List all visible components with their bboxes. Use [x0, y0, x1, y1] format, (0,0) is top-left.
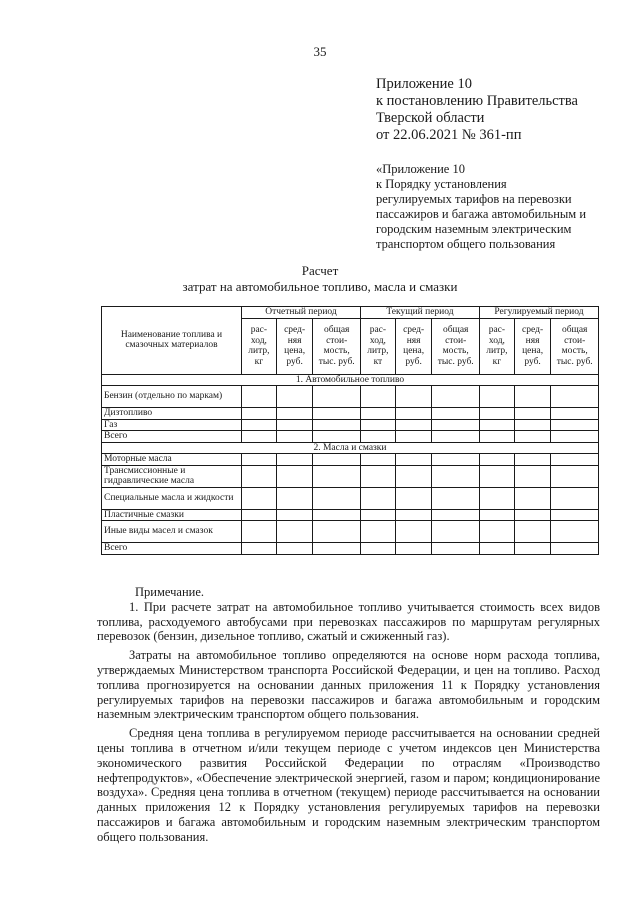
table-row	[102, 465, 599, 487]
appendix-inner-line: «Приложение 10	[376, 162, 465, 176]
row-label: Газ	[102, 419, 242, 431]
table-row	[102, 543, 599, 555]
sub-header: рас-ход, литр, кг	[242, 318, 277, 374]
table-row	[102, 454, 599, 466]
appendix-line: от 22.06.2021 № 361-пп	[376, 127, 522, 143]
appendix-inner-line: пассажиров и багажа автомобильным и	[376, 207, 587, 221]
document-title	[0, 263, 640, 295]
appendix-inner-line: транспортом общего пользования	[376, 237, 556, 251]
sub-header: сред-няя цена, руб.	[276, 318, 313, 374]
sub-header: сред-няя цена, руб.	[514, 318, 551, 374]
row-label: Дизтопливо	[102, 408, 242, 420]
row-label: Всего	[102, 543, 242, 555]
table-row	[102, 509, 599, 521]
appendix-inner-line: к Порядку установления	[376, 177, 507, 191]
sub-header: рас-ход, литр, кт	[360, 318, 395, 374]
sub-header: общая стои-мость, тыс. руб.	[313, 318, 361, 374]
row-label: Пластичные смазки	[102, 509, 242, 521]
table-row	[102, 521, 599, 543]
row-label: Всего	[102, 431, 242, 443]
title-line-1: Расчет	[301, 263, 339, 278]
row-label: Бензин (отдельно по маркам)	[102, 386, 242, 408]
table-row	[102, 419, 599, 431]
appendix-line: к постановлению Правительства	[376, 93, 578, 109]
row-label: Иные виды масел и смазок	[102, 521, 242, 543]
sub-header: рас-ход, литр, кг	[479, 318, 514, 374]
appendix-inner-header	[376, 162, 616, 252]
period-header-current: Текущий период	[360, 307, 479, 319]
notes-title: Примечание.	[135, 585, 205, 599]
row-label: Трансмиссионные и гидравлические масла	[102, 465, 242, 487]
appendix-line: Тверской области	[376, 110, 485, 126]
page-number: 35	[313, 44, 327, 59]
title-line-2: затрат на автомобильное топливо, масла и смазки	[182, 279, 458, 294]
notes-section	[97, 585, 600, 845]
table-row	[102, 487, 599, 509]
appendix-header	[376, 76, 578, 144]
table-row	[102, 408, 599, 420]
notes-paragraph-1: 1. При расчете затрат на автомобильное топливо учитывается стоимость всех видов топлива, расходуемого автобусами при перевозках пассажиров по маршрутам регулярных перевозок (бензин, дизельное топливо, сжатый и сжиженный газ).	[97, 599, 600, 644]
section-header-oils: 2. Масла и смазки	[102, 442, 599, 454]
appendix-line: Приложение 10	[376, 76, 472, 92]
row-label: Моторные масла	[102, 454, 242, 466]
appendix-inner-line: городским наземным электрическим	[376, 222, 572, 236]
row-label: Специальные масла и жидкости	[102, 487, 242, 509]
sub-header: сред-няя цена, руб.	[395, 318, 432, 374]
notes-paragraph-2: Затраты на автомобильное топливо определяются на основе норм расхода топлива, утверждаемых Министерством транспорта Российской Федерации, и цен на топливо. Расход топлива прогнозируется на основании данных приложения 11 к Порядку установления регулируемых тарифов на перевозки пассажиров и багажа автомобильным и городским наземным электрическим транспортом общего пользования.	[97, 648, 600, 722]
notes-paragraph-3: Средняя цена топлива в регулируемом периоде рассчитывается на основании средней цены топлива в отчетном и/или текущем периоде с учетом индексов цен Министерства экономического развития Российской Федерации по отраслям «Производство нефтепродуктов», «Обеспечение электрической энергией, газом и паром; кондиционирование воздуха». Средняя цена топлива в отчетном (текущем) периоде рассчитывается на основании данных приложения 12 к Порядку установления регулируемых тарифов на перевозки пассажиров и багажа автомобильным и городским наземным электрическим транспортом общего пользования.	[97, 726, 600, 844]
section-header-fuel: 1. Автомобильное топливо	[102, 374, 599, 386]
table-row	[102, 431, 599, 443]
period-header-regulated: Регулируемый период	[479, 307, 598, 319]
period-header-reporting: Отчетный период	[242, 307, 361, 319]
sub-header: общая стои-мость, тыс. руб.	[432, 318, 480, 374]
sub-header: общая стои-мость, тыс. руб.	[551, 318, 599, 374]
table-row	[102, 386, 599, 408]
cost-calculation-table	[101, 306, 599, 555]
name-column-header: Наименование топлива и смазочных материалов	[102, 307, 242, 375]
appendix-inner-line: регулируемых тарифов на перевозки	[376, 192, 572, 206]
